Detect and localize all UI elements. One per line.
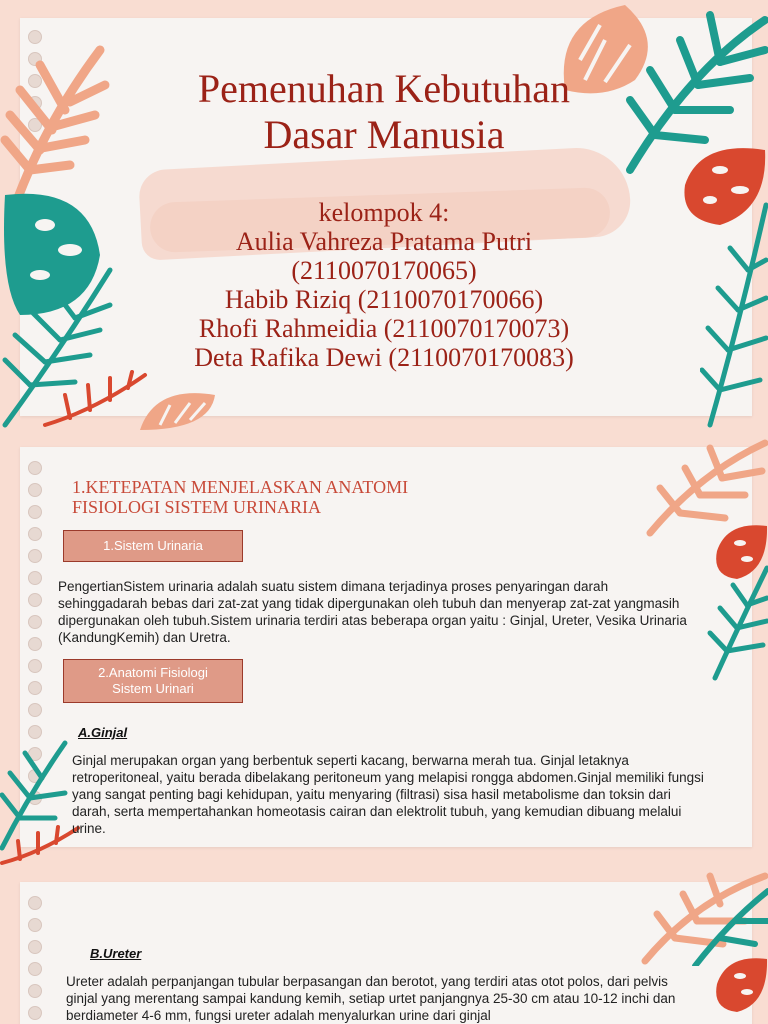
body-paragraph: Ureter adalah perpanjangan tubular berpasangan dan berotot, yang terdiri atas otot polos, dari pelvis ginjal yang merentang sampai kandung kemih, setiap urtet panjangnya 25-30 cm atau 10-12 inchi dan berdiameter 4-6 mm, fungsi ureter adalah menyalurkan urine dari ginjal <box>66 974 676 1023</box>
subheading: B.Ureter <box>90 946 142 961</box>
pill-label: 2.Anatomi Fisiologi <box>98 665 208 680</box>
heading-line: FISIOLOGI SISTEM URINARIA <box>72 497 322 517</box>
slide-title <box>0 0 768 433</box>
title-line: Pemenuhan Kebutuhan <box>197 66 571 111</box>
group-label: kelompok 4: <box>318 198 450 227</box>
section-pill <box>63 530 243 562</box>
slide-ureter <box>0 866 768 1024</box>
palm-leaf-icon <box>635 866 768 966</box>
section-heading <box>72 477 408 517</box>
member-name: Habib Riziq (2110070170066) <box>224 285 544 314</box>
section-pill <box>63 659 243 703</box>
body-paragraph: Ginjal merupakan organ yang berbentuk seperti kacang, berwarna merah tua. Ginjal letaknya retroperitoneal, yaitu berada dibelakang peritoneum yang melapisi rongga abdomen.Ginjal memiliki fungsi yang sangat penting bagi kehidupan, yaitu menyaring (filtrasi) sisa hasil metabolisme dan toksin dari darah, serta mempertahankan homeotasis cairan dan elektrolit tubuh, yang kemudian dibuang melalui urine. <box>72 753 704 836</box>
fern-leaf-icon <box>705 563 768 683</box>
member-name: Deta Rafika Dewi (2110070170083) <box>194 343 574 372</box>
page-title <box>0 66 768 158</box>
group-members <box>0 198 768 372</box>
pill-label: 1.Sistem Urinaria <box>103 538 203 553</box>
subheading: A.Ginjal <box>78 725 128 740</box>
title-line: Dasar Manusia <box>263 112 505 157</box>
red-monstera-icon <box>712 954 768 1014</box>
red-fern-icon <box>40 370 150 430</box>
notebook-rings <box>20 866 50 1024</box>
pill-label: Sistem Urinari <box>112 681 194 696</box>
member-name: Rhofi Rahmeidia (2110070170073) <box>198 314 570 343</box>
peach-monstera-icon <box>135 385 220 433</box>
member-name: Aulia Vahreza Pratama Putri <box>235 227 533 256</box>
slide-anatomy <box>0 433 768 866</box>
body-paragraph: PengertianSistem urinaria adalah suatu sistem dimana terjadinya proses penyaringan darah sehinggadarah bebas dari zat-zat yang tidak dipergunakan oleh tubuh dan menyerap zat-zat yangmasih dipergunakan oleh tubuh.Sistem urinaria terdiri atas beberapa organ yaitu : Ginjal, Ureter, Vesika Urinaria (KandungKemih) dan Uretra. <box>58 579 687 645</box>
heading-line: 1.KETEPATAN MENJELASKAN ANATOMI <box>72 477 409 497</box>
member-id: (2110070170065) <box>291 256 477 285</box>
red-fern-icon <box>0 823 80 866</box>
